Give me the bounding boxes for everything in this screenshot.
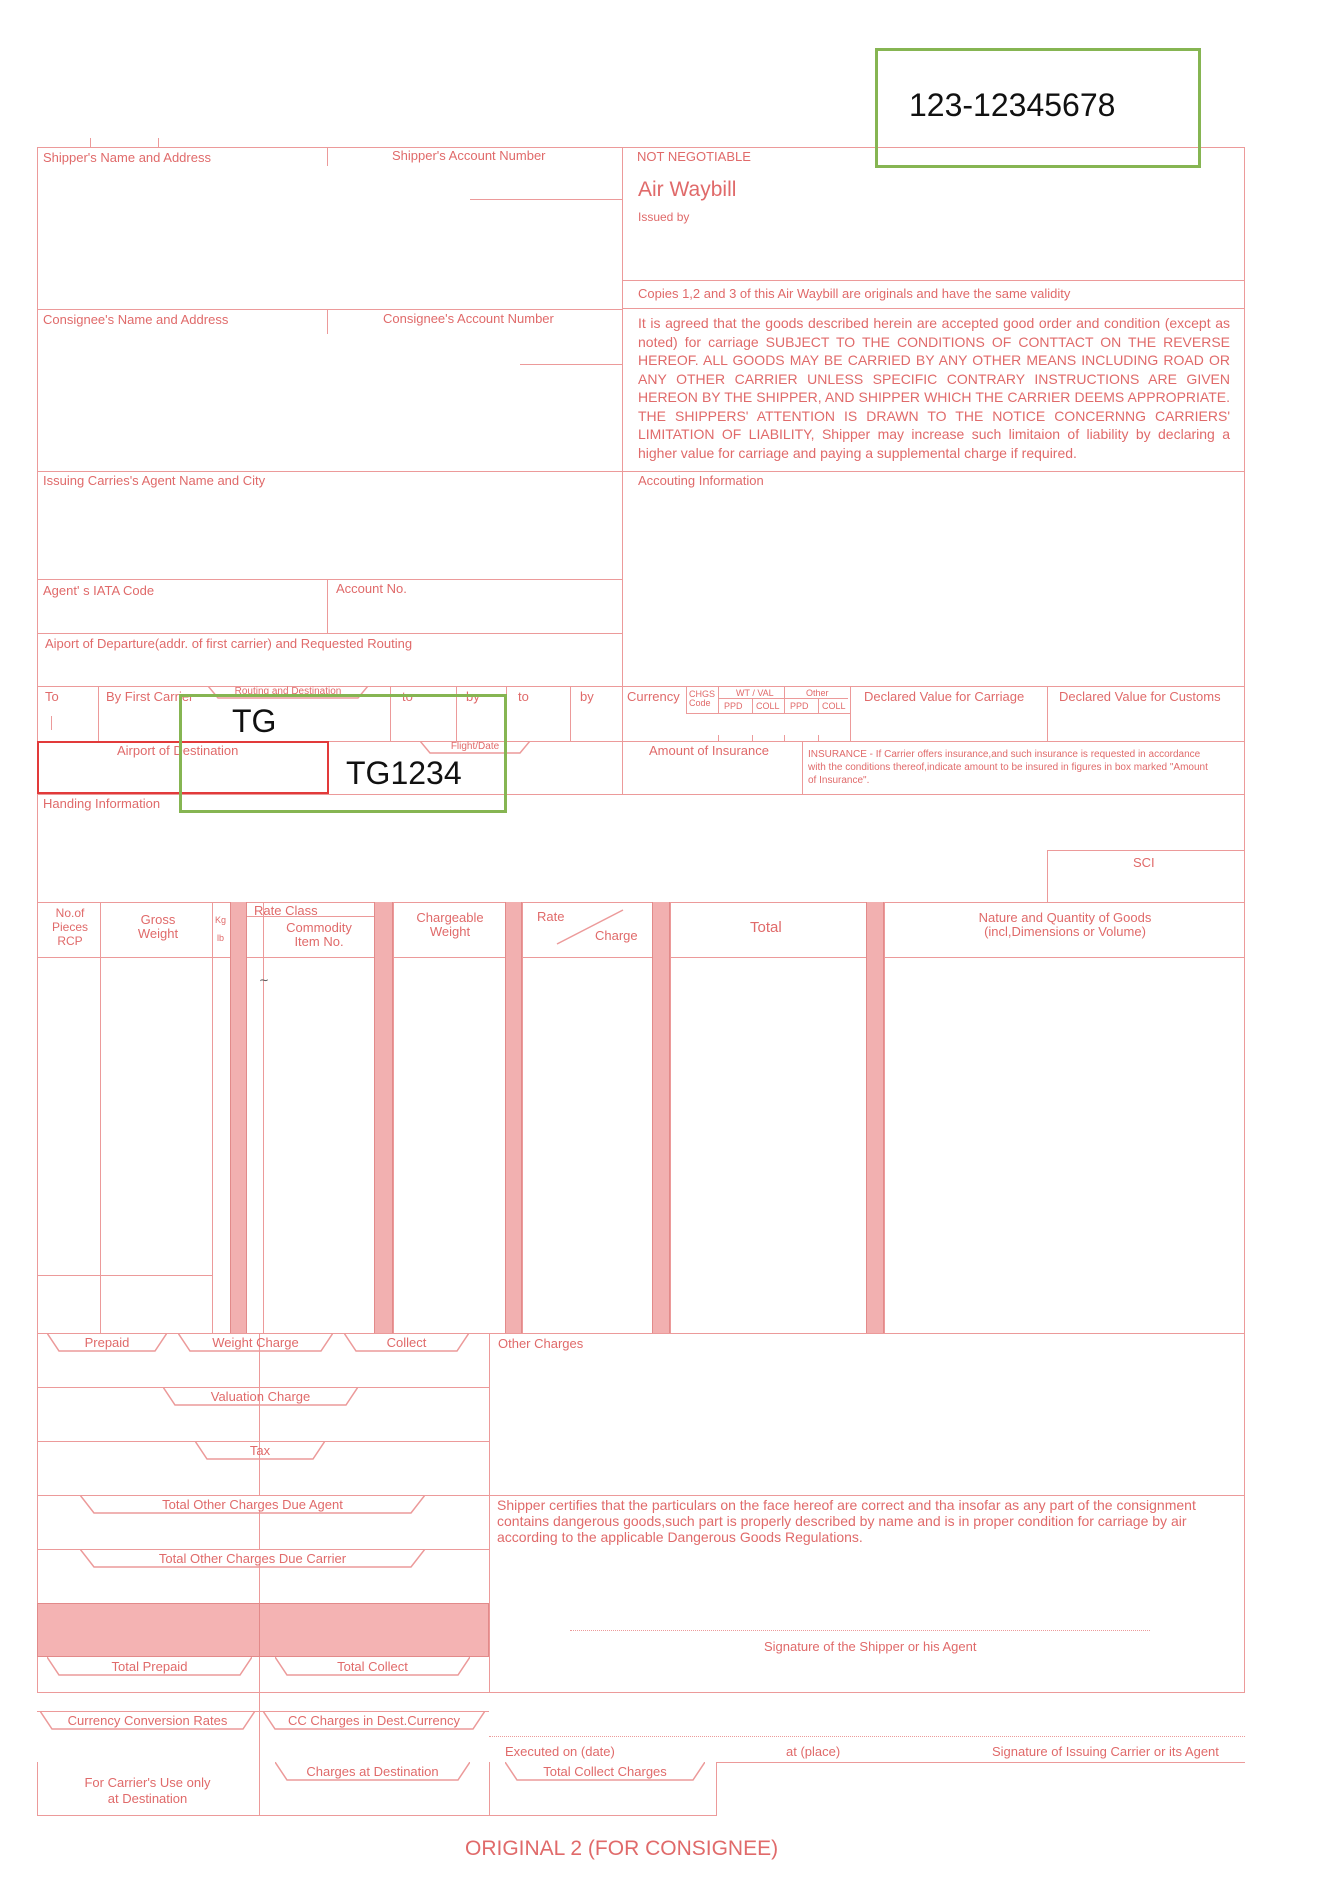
nature-header: Nature and Quantity of Goods (incl,Dimensions or Volume) <box>978 910 1152 939</box>
shaded-column <box>505 902 522 1333</box>
divider <box>259 1657 260 1693</box>
divider <box>259 1603 260 1657</box>
shipper-account-label: Shipper's Account Number <box>392 148 546 163</box>
divider <box>489 1333 490 1693</box>
flight-value: TG1234 <box>346 755 462 791</box>
column-line <box>212 902 213 1333</box>
shaded-column <box>652 902 670 1333</box>
divider <box>470 199 622 200</box>
divider <box>259 1511 260 1549</box>
issued-by-label: Issued by <box>638 210 690 224</box>
rate-header: Rate <box>537 909 565 924</box>
divider <box>784 686 785 713</box>
divider <box>37 471 1245 472</box>
divider <box>570 686 571 741</box>
other-due-agent-tab: Total Other Charges Due Agent <box>80 1495 425 1513</box>
pieces-header: No.of Pieces RCP <box>51 906 89 948</box>
charge-header: Charge <box>595 928 638 943</box>
consignee-account-label: Consignee's Account Number <box>383 311 554 326</box>
divider <box>489 1762 490 1816</box>
agent-iata-label: Agent' s IATA Code <box>43 583 155 598</box>
chargeable-weight-header: Chargeable Weight <box>416 910 484 939</box>
ppd-label: PPD <box>724 701 743 711</box>
air-waybill-title: Air Waybill <box>638 178 737 201</box>
divider <box>622 741 623 794</box>
to2-label: to <box>402 689 413 704</box>
divider <box>622 280 1245 281</box>
shaded-column <box>374 902 393 1333</box>
divider <box>37 633 622 634</box>
tick <box>51 716 52 730</box>
divider <box>802 741 803 794</box>
wt-val-label: WT / VAL <box>736 688 774 698</box>
flight-date-tab: Flight/Date <box>420 741 530 759</box>
divider <box>98 686 99 741</box>
divider <box>327 147 328 166</box>
signature-shipper-label: Signature of the Shipper or his Agent <box>764 1639 977 1654</box>
divider <box>818 698 819 713</box>
divider <box>259 1565 260 1603</box>
not-negotiable: NOT NEGOTIABLE <box>637 149 751 164</box>
at-place-label: at (place) <box>786 1744 841 1759</box>
column-line <box>263 902 264 1333</box>
divider <box>37 957 1245 958</box>
copies-note: Copies 1,2 and 3 of this Air Waybill are originals and have the same validity <box>638 286 1071 301</box>
other-due-carrier-tab: Total Other Charges Due Carrier <box>80 1549 425 1567</box>
issuing-agent-label: Issuing Carries's Agent Name and City <box>43 473 266 488</box>
ppd-label: PPD <box>790 701 809 711</box>
collect-tab: Collect <box>344 1333 469 1351</box>
divider <box>686 686 687 713</box>
shaded-column <box>866 902 884 1333</box>
column-line <box>670 902 671 1333</box>
conditions-text: It is agreed that the goods described herein are accepted good order and condition (except as noted) for carriage SUBJECT TO THE CONDITIONS OF CONTTACT ON THE REVERSE HEREOF. ALL GOODS MAY BE CARRIED BY ANY OTHER MEANS INCLUDING ROAD OR ANY OTHER CARRIER UNLESS SPECIFIC CONTRARY INSTRUCTIONS ARE GIVEN HEREON BY THE SHIPPER, AND SHIPPER WHICH THE CARRIER DEEMS APPROPRIATE. THE SHIPPERS' ATTENTION IS DRAWN TO THE NOTICE CONCERNNG CARRIERS' LIMITATION OF LIABILITY, Shipper may increase such limitaion of liability by declaring a higher value for carriage and paying a supplemental charge if required. <box>638 315 1230 461</box>
shipper-name-label: Shipper's Name and Address <box>43 150 211 165</box>
insurance-note: INSURANCE - If Carrier offers insurance,and such insurance is requested in accordance with the conditions thereof,indicate amount to be insured in figures in box marked "Amount of Insurance". <box>808 749 1208 786</box>
shipper-certification-text: Shipper certifies that the particulars on the face hereof are correct and tha insofar as any part of the consignment contains dangerous goods,such part is properly described by name and is in proper condition for carriage by air according to the applicable Dangerous Goods Regulations. <box>497 1497 1196 1545</box>
handling-information-label: Handing Information <box>43 796 161 811</box>
weight-charge-tab: Weight Charge <box>178 1333 333 1351</box>
currency-label: Currency <box>627 689 680 704</box>
divider <box>718 698 848 699</box>
prepaid-tab: Prepaid <box>47 1333 167 1351</box>
other-label: Other <box>806 688 829 698</box>
divider <box>259 1762 260 1816</box>
other-charges-label: Other Charges <box>498 1336 584 1351</box>
tick <box>90 138 91 147</box>
valuation-charge-tab: Valuation Charge <box>163 1387 358 1405</box>
column-line <box>522 902 523 1333</box>
divider <box>622 147 623 792</box>
column-line <box>100 902 101 1333</box>
to3-label: to <box>518 689 529 704</box>
lb-label: lb <box>217 933 225 943</box>
divider <box>752 698 753 713</box>
rate-class-header: Rate Class <box>254 903 318 918</box>
total-collect-charges-tab: Total Collect Charges <box>505 1762 705 1780</box>
shaded-block <box>37 1603 489 1657</box>
frame-mask <box>718 1763 1248 1823</box>
coll-label: COLL <box>756 701 780 711</box>
shaded-column <box>230 902 247 1333</box>
coll-label: COLL <box>822 701 846 711</box>
total-header: Total <box>750 919 782 936</box>
signature-line <box>570 1630 1150 1631</box>
tick <box>158 138 159 147</box>
tax-tab: Tax <box>195 1441 325 1459</box>
awb-number: 123-12345678 <box>909 87 1116 123</box>
accounting-information-label: Accouting Information <box>638 473 764 488</box>
divider <box>850 686 851 741</box>
amount-insurance-label: Amount of Insurance <box>649 743 769 758</box>
account-no-label: Account No. <box>336 581 407 596</box>
divider <box>327 579 328 633</box>
column-line <box>884 902 885 1333</box>
kg-label: Kg <box>215 915 227 925</box>
carrier-code-value: TG <box>232 703 277 739</box>
divider <box>686 713 850 714</box>
divider <box>37 1275 212 1276</box>
declared-customs-label: Declared Value for Customs <box>1059 689 1221 704</box>
divider <box>37 309 622 310</box>
commodity-header: Commodity Item No. <box>286 920 352 949</box>
signature-carrier-label: Signature of Issuing Carrier or its Agent <box>992 1744 1219 1759</box>
to-label: To <box>45 689 59 704</box>
stray-mark: ∼ <box>259 973 270 987</box>
sci-label: SCI <box>1133 855 1155 870</box>
currency-rates-tab: Currency Conversion Rates <box>40 1711 255 1729</box>
charges-destination-tab: Charges at Destination <box>275 1762 470 1780</box>
routing-destination-tab: Routing and Destination <box>208 686 368 704</box>
total-collect-tab: Total Collect <box>275 1657 470 1675</box>
divider <box>37 579 622 580</box>
by3-label: by <box>580 689 594 704</box>
executed-on-label: Executed on (date) <box>505 1744 615 1759</box>
divider <box>327 309 328 334</box>
gross-weight-header: Gross Weight <box>137 912 179 941</box>
airport-departure-label: Aiport of Departure(addr. of first carrier) and Requested Routing <box>45 636 413 651</box>
column-line <box>393 902 394 1333</box>
footer-original: ORIGINAL 2 (FOR CONSIGNEE) <box>465 1837 779 1860</box>
cc-charges-tab: CC Charges in Dest.Currency <box>263 1711 485 1729</box>
carrier-use-label: For Carrier's Use only at Destination <box>84 1775 211 1806</box>
divider <box>1047 686 1048 741</box>
divider <box>718 686 719 713</box>
airport-destination-label: Airport of Destination <box>117 743 239 758</box>
total-prepaid-tab: Total Prepaid <box>47 1657 252 1675</box>
consignee-name-label: Consignee's Name and Address <box>43 312 229 327</box>
by-first-carrier-label: By First Carrier <box>106 689 194 704</box>
chgs-code-label: CHGS Code <box>689 689 716 708</box>
divider <box>622 308 1245 309</box>
signature-line <box>489 1736 1245 1737</box>
by2-label: by <box>466 689 480 704</box>
carrier-flight-highlight <box>179 694 507 813</box>
divider <box>520 364 622 365</box>
divider <box>37 902 1245 903</box>
divider <box>247 916 374 917</box>
declared-carriage-label: Declared Value for Carriage <box>864 689 1025 704</box>
